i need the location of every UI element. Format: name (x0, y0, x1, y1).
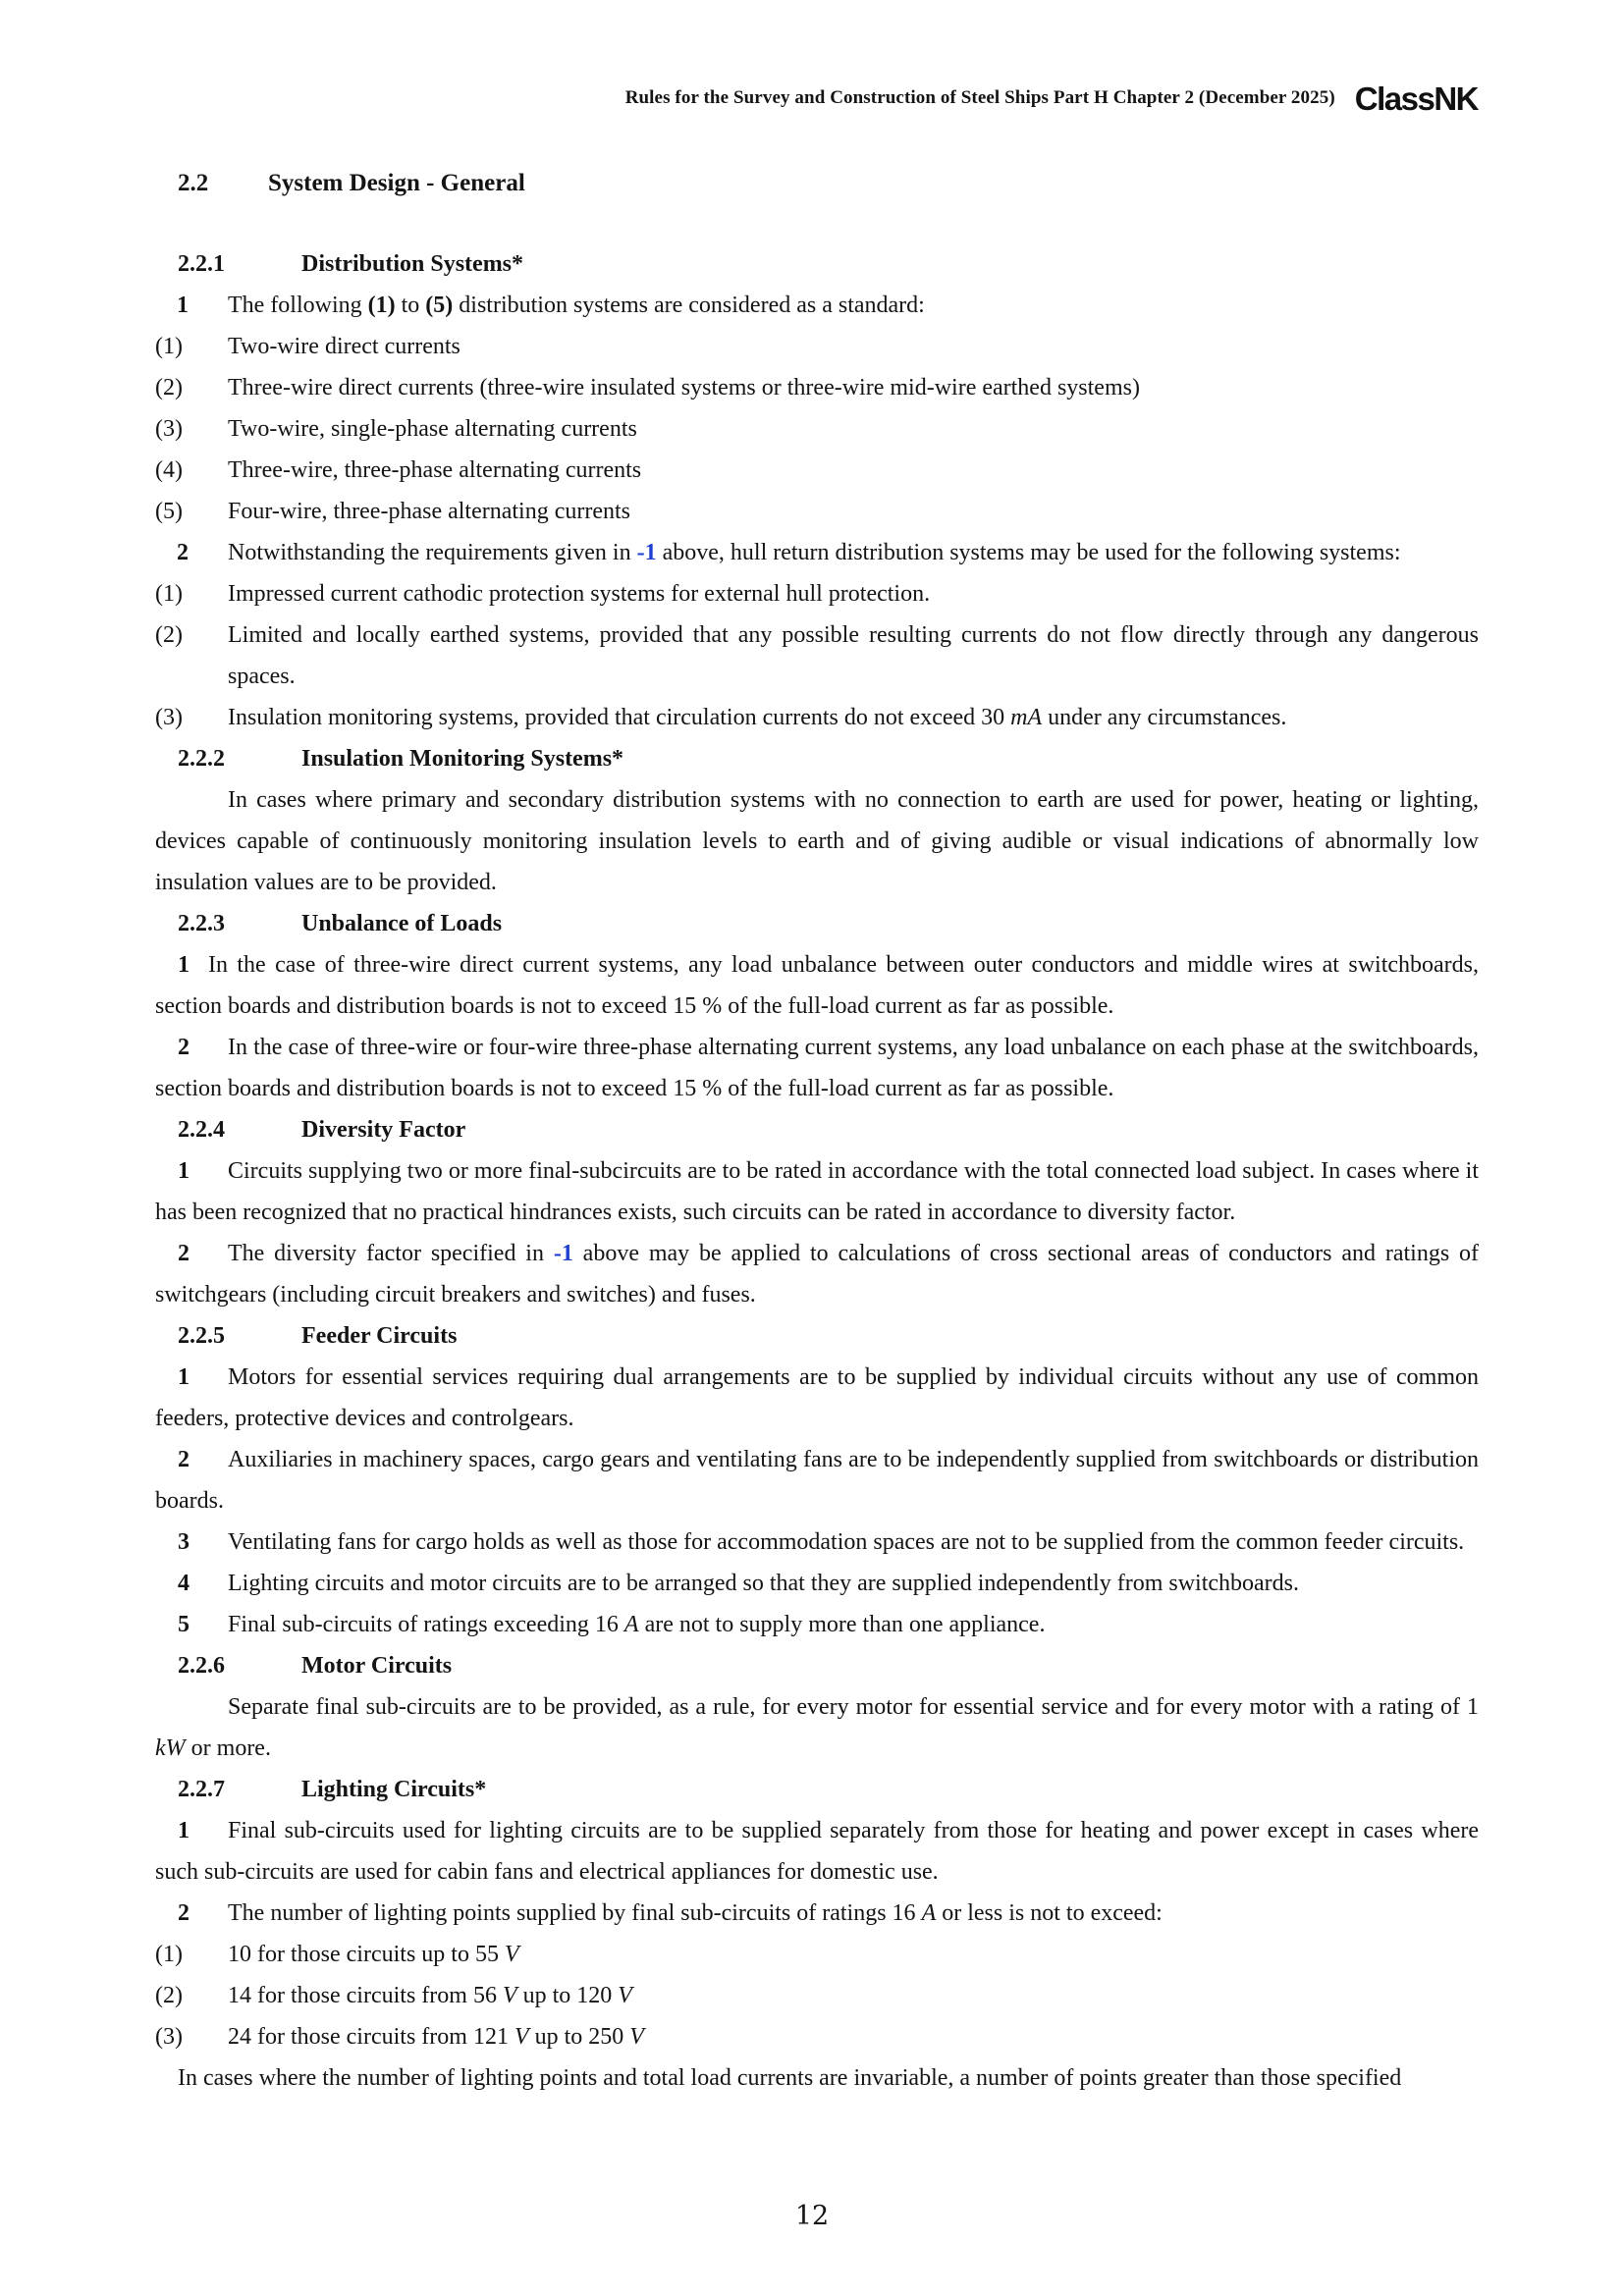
list-item: (2) Limited and locally earthed systems, provided that any possible resulting currents do not flow directly through any dangerous spaces. (155, 622, 1479, 689)
section-heading (178, 163, 1479, 204)
paragraph: 2 The number of lighting points supplied by final sub-circuits of ratings 16 A or less is not to exceed: (178, 1900, 1163, 1926)
subsection-heading-2-2-6 (178, 1645, 1479, 1686)
subsection-number: 2.2.7 (178, 1777, 225, 1802)
paragraph: 2 Auxiliaries in machinery spaces, cargo gears and ventilating fans are to be independently supplied from switchboards or distribution boards. (155, 1447, 1479, 1514)
paragraph: 1 Circuits supplying two or more final-subcircuits are to be rated in accordance with the total connected load subject. In cases where it has been recognized that no practical hindrances exists, such circuits can be rated in accordance to diversity factor. (155, 1158, 1479, 1225)
paragraph: 2 The diversity factor specified in -1 above may be applied to calculations of cross sectional areas of conductors and ratings of switchgears (including circuit breakers and switches) and fuses. (155, 1241, 1479, 1308)
document-body (155, 163, 1479, 2099)
section-number: 2.2 (178, 170, 209, 196)
section-title: System Design - General (268, 170, 525, 196)
list-item: (3) 24 for those circuits from 121 V up to 250 V (155, 2024, 644, 2050)
subsection-heading-2-2-5 (178, 1315, 1479, 1357)
list-item: (1) Impressed current cathodic protection systems for external hull protection. (155, 581, 931, 607)
paragraph: 3 Ventilating fans for cargo holds as well as those for accommodation spaces are not to be supplied from the common feeder circuits. (178, 1529, 1465, 1555)
cross-reference-link[interactable]: -1 (636, 540, 657, 565)
list-item: (1) Two-wire direct currents (155, 334, 460, 359)
paragraph: 2 In the case of three-wire or four-wire three-phase alternating current systems, any load unbalance on each phase at the switchboards, section boards and distribution boards is not to exceed 15 % of the full-load current as far as possible. (155, 1035, 1479, 1101)
list-item: (2) Three-wire direct currents (three-wire insulated systems or three-wire mid-wire earthed systems) (155, 375, 1140, 400)
subsection-heading-2-2-1 (178, 243, 1479, 285)
paragraph-number: 1 (177, 293, 189, 318)
subsection-heading-2-2-3 (178, 903, 1479, 944)
subsection-title: Distribution Systems* (301, 251, 524, 277)
list-item: (5) Four-wire, three-phase alternating currents (155, 499, 631, 524)
subsection-title: Unbalance of Loads (301, 911, 503, 936)
subsection-title: Insulation Monitoring Systems* (301, 746, 624, 772)
subsection-title: Feeder Circuits (301, 1323, 458, 1349)
subsection-title: Diversity Factor (301, 1117, 466, 1143)
paragraph: In cases where primary and secondary distribution systems with no connection to earth are used for power, heating or lighting, devices capable of continuously monitoring insulation levels to earth and of giving audible or visual indications of abnormally low insulation values are to be provided. (155, 787, 1479, 895)
subsection-heading-2-2-2 (178, 738, 1479, 779)
classnk-logo: ClassNK (1354, 80, 1478, 117)
paragraph: 4 Lighting circuits and motor circuits are to be arranged so that they are supplied independently from switchboards. (178, 1571, 1300, 1596)
paragraph: 5 Final sub-circuits of ratings exceeding 16 A are not to supply more than one appliance. (178, 1612, 1046, 1637)
list-item: (3) Two-wire, single-phase alternating currents (155, 416, 637, 442)
page-number: 12 (794, 2201, 830, 2231)
list-item: (1) 10 for those circuits up to 55 V (155, 1942, 519, 1967)
header-title: Rules for the Survey and Construction of Steel Ships Part H Chapter 2 (December 2025) (624, 87, 1335, 108)
page-header (0, 79, 1478, 118)
paragraph-number: 2 (177, 540, 189, 565)
paragraph: 1 Motors for essential services requiring dual arrangements are to be supplied by individual circuits without any use of common feeders, protective devices and controlgears. (155, 1364, 1479, 1431)
subsection-number: 2.2.3 (178, 911, 225, 936)
list-item: (2) 14 for those circuits from 56 V up to 120 V (155, 1983, 632, 2008)
subsection-number: 2.2.5 (178, 1323, 225, 1349)
cross-reference-link[interactable]: -1 (553, 1241, 573, 1266)
paragraph: 1 Final sub-circuits used for lighting circuits are to be supplied separately from those for heating and power except in cases where such sub-circuits are used for cabin fans and electrical appliances for domestic use. (155, 1818, 1479, 1885)
subsection-number: 2.2.2 (178, 746, 225, 772)
paragraph: 1 In the case of three-wire direct current systems, any load unbalance between outer conductors and middle wires at switchboards, section boards and distribution boards is not to exceed 15 % of the full-load current as far as possible. (155, 952, 1479, 1019)
subsection-number: 2.2.6 (178, 1653, 225, 1679)
subsection-heading-2-2-4 (178, 1109, 1479, 1150)
subsection-number: 2.2.1 (178, 251, 225, 277)
list-item: (3) Insulation monitoring systems, provided that circulation currents do not exceed 30 mA under any circumstances. (155, 705, 1287, 730)
subsection-number: 2.2.4 (178, 1117, 225, 1143)
subsection-heading-2-2-7 (178, 1769, 1479, 1810)
subsection-title: Motor Circuits (301, 1653, 453, 1679)
paragraph: 2 Notwithstanding the requirements given in -1 above, hull return distribution systems may be used for the following systems: (155, 532, 1479, 573)
paragraph: 1 The following (1) to (5) distribution systems are considered as a standard: (155, 285, 1479, 326)
list-item: (4) Three-wire, three-phase alternating currents (155, 457, 642, 483)
paragraph: Separate final sub-circuits are to be provided, as a rule, for every motor for essential service and for every motor with a rating of 1 kW or more. (155, 1694, 1479, 1761)
subsection-title: Lighting Circuits* (301, 1777, 487, 1802)
paragraph: In cases where the number of lighting points and total load currents are invariable, a number of points greater than those specified (178, 2065, 1402, 2091)
